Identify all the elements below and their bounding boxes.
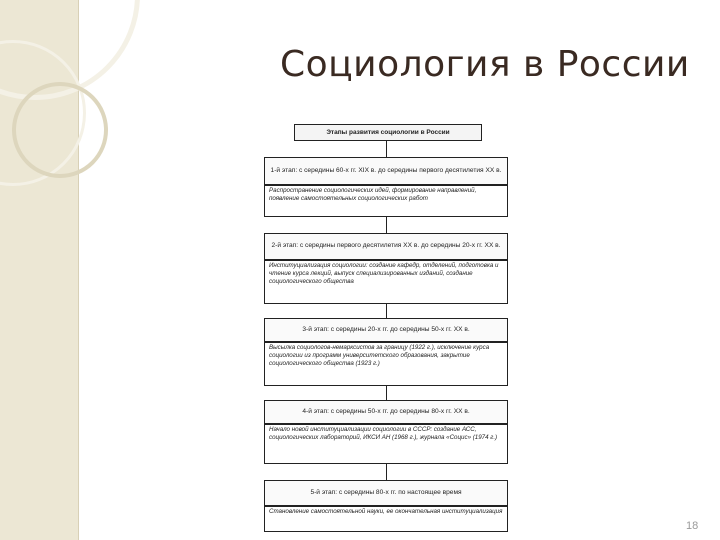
stage-5-description: Становление самостоятельной науки, ее окончательная институциализация <box>264 506 508 532</box>
connector-line <box>386 304 387 318</box>
stage-4-description: Начало новой институциализации социологии в СССР: создание АСС, социологических лабораторий, ИКСИ АН (1968 г.), журнала «Социс» (1974 г.) <box>264 424 508 464</box>
stage-3-head: 3-й этап: с середины 20-х гг. до середины 50-х гг. XX в. <box>264 318 508 342</box>
connector-line <box>386 217 387 233</box>
decorative-ring <box>12 82 108 178</box>
connector-line <box>386 386 387 400</box>
connector-line <box>386 140 387 157</box>
stage-3-description: Высылка социологов-немарксистов за границу (1922 г.), исключение курса социологии из программ университетского образования, закрытие социологического общества (1923 г.) <box>264 342 508 386</box>
page-number: 18 <box>686 520 699 532</box>
stage-1-head: 1-й этап: с середины 60-х гг. XIX в. до середины первого десятилетия XX в. <box>264 157 508 185</box>
diagram-header: Этапы развития социологии в России <box>294 124 482 141</box>
slide-title: Социология в России <box>280 44 690 85</box>
stage-2-description: Институциализация социологии: создание кафедр, отделений, подготовка и чтение курса лекций, выпуск специализированных изданий, создание социологического общества <box>264 260 508 304</box>
stage-1-description: Распространение социологических идей, формирование направлений, появление самостоятельных социологических работ <box>264 185 508 217</box>
stage-2-head: 2-й этап: с середины первого десятилетия XX в. до середины 20-х гг. XX в. <box>264 233 508 260</box>
connector-line <box>386 464 387 480</box>
stages-diagram <box>264 124 512 536</box>
stage-5-head: 5-й этап: с середины 80-х гг. по настоящее время <box>264 480 508 506</box>
stage-4-head: 4-й этап: с середины 50-х гг. до середины 80-х гг. XX в. <box>264 400 508 424</box>
